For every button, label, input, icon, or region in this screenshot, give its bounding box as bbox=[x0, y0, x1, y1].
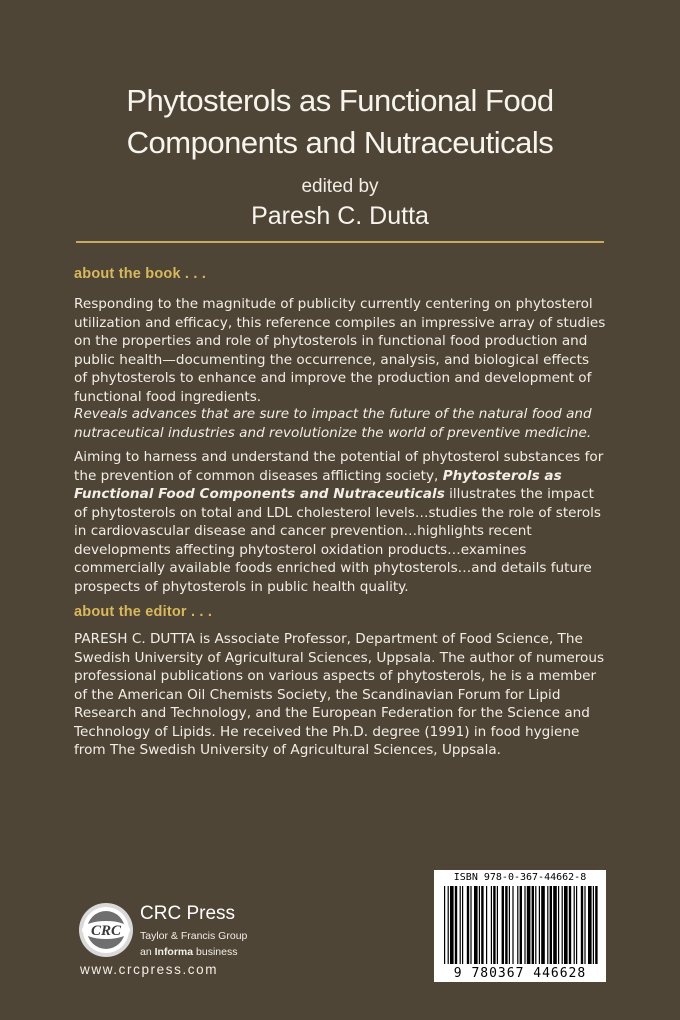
barcode-bar bbox=[584, 886, 585, 964]
barcode-bar bbox=[547, 886, 548, 964]
barcode-bar bbox=[467, 886, 469, 964]
barcode bbox=[434, 870, 606, 982]
barcode-bar bbox=[593, 886, 594, 964]
para3-end: illustrates the impact of phytosterols on total and LDL cholesterol levels…studies the role of sterols in cardiovascular disease and cancer prevention…highlights recent developments affecting phytosterol oxidation products…examines commercially available foods enriched with phytosterols…and details future prospects of phytosterols in public health quality. bbox=[74, 486, 602, 595]
informa-bold: Informa bbox=[154, 946, 194, 958]
editor-name: Paresh C. Dutta bbox=[251, 202, 429, 230]
isbn-text: ISBN 978-0-367-44662-8 bbox=[453, 872, 587, 883]
para3-start: Aiming to harness and understand the potential of phytosterol substances for the prevention of common diseases afflicting society, bbox=[74, 449, 604, 484]
barcode-bar bbox=[550, 886, 552, 964]
barcode-bar bbox=[460, 886, 461, 964]
barcode-bar bbox=[493, 886, 495, 964]
about-book-paragraph-2: Reveals advances that are sure to impact the future of the natural food and nutraceutical industries and revolutionize the world of preventive medicine. bbox=[74, 406, 592, 441]
title-line-1: Phytosterols as Functional Food bbox=[126, 83, 554, 118]
barcode-bar bbox=[502, 886, 504, 964]
barcode-bar bbox=[512, 886, 513, 964]
barcode-bar bbox=[564, 886, 568, 964]
about-book-paragraph-1: Responding to the magnitude of publicity currently centering on phytosterol utilization and efficacy, this reference compiles an impressive array of studies on the properties and role of phytosterols in functional food production and public health—documenting the occurrence, analysis, and biological effects of phytosterols to enhance and improve the production and development of functional food ingredients. bbox=[74, 296, 606, 405]
barcode-bar bbox=[509, 886, 510, 964]
barcode-bar bbox=[524, 886, 525, 964]
crc-logo-text: CRC bbox=[90, 923, 122, 939]
divider-rule bbox=[76, 241, 604, 243]
informa-prefix: an bbox=[140, 946, 155, 958]
publisher-website: www.crcpress.com bbox=[80, 962, 219, 977]
title-line-2: Components and Nutraceuticals bbox=[126, 125, 554, 160]
barcode-bar bbox=[481, 886, 483, 964]
about-book-paragraph-3 bbox=[74, 448, 606, 596]
publisher-name: CRC Press bbox=[140, 903, 236, 924]
barcode-bar bbox=[574, 886, 575, 964]
barcode-bar bbox=[505, 886, 507, 964]
barcode-bar bbox=[448, 886, 449, 964]
barcode-bar bbox=[562, 886, 563, 964]
barcode-bar bbox=[470, 886, 471, 964]
barcode-bar bbox=[532, 886, 534, 964]
about-book-heading: about the book . . . bbox=[74, 266, 207, 282]
barcode-bar bbox=[474, 886, 478, 964]
barcode-bar bbox=[595, 886, 597, 964]
about-editor-heading: about the editor . . . bbox=[74, 604, 213, 620]
barcode-bar bbox=[558, 886, 559, 964]
barcode-bar bbox=[535, 886, 536, 964]
publisher-informa-line bbox=[140, 946, 237, 958]
barcode-bar bbox=[539, 886, 540, 964]
crc-logo-icon bbox=[78, 902, 134, 958]
barcode-bar bbox=[491, 886, 492, 964]
barcode-bar bbox=[520, 886, 522, 964]
barcode-bar bbox=[462, 886, 463, 964]
barcode-bar bbox=[517, 886, 518, 964]
barcode-bar bbox=[479, 886, 480, 964]
barcode-bar bbox=[455, 886, 457, 964]
publisher-group: Taylor & Francis Group bbox=[140, 930, 248, 942]
barcode-bar bbox=[553, 886, 557, 964]
barcode-bar bbox=[444, 886, 445, 964]
barcode-bar bbox=[541, 886, 545, 964]
barcode-bar bbox=[576, 886, 577, 964]
crc-logo bbox=[78, 902, 134, 962]
barcode-bar bbox=[569, 886, 571, 964]
barcode-bar bbox=[497, 886, 498, 964]
barcode-bar bbox=[588, 886, 592, 964]
edited-by-label: edited by bbox=[301, 176, 379, 197]
about-editor-paragraph: PARESH C. DUTTA is Associate Professor, Department of Food Science, The Swedish University of Agricultural Sciences, Uppsala. The author of numerous professional publications on various aspects of phytosterols, he is a member of the American Oil Chemists Society, the Scandinavian Forum for Lipid Research and Technology, and the European Federation for the Science and Technology of Lipids. He received the Ph.D. degree (1991) in food hygiene from The Swedish University of Agricultural Sciences, Uppsala. bbox=[74, 631, 605, 758]
barcode-bar bbox=[486, 886, 487, 964]
informa-suffix: business bbox=[193, 946, 238, 958]
barcode-bar bbox=[581, 886, 583, 964]
barcode-bar bbox=[527, 886, 531, 964]
book-title bbox=[0, 80, 680, 164]
para3-book-title: Phytosterols as Functional Food Components and Nutraceuticals bbox=[74, 467, 562, 502]
barcode-bar bbox=[450, 886, 454, 964]
barcode-number: 9 780367 446628 bbox=[453, 966, 587, 981]
